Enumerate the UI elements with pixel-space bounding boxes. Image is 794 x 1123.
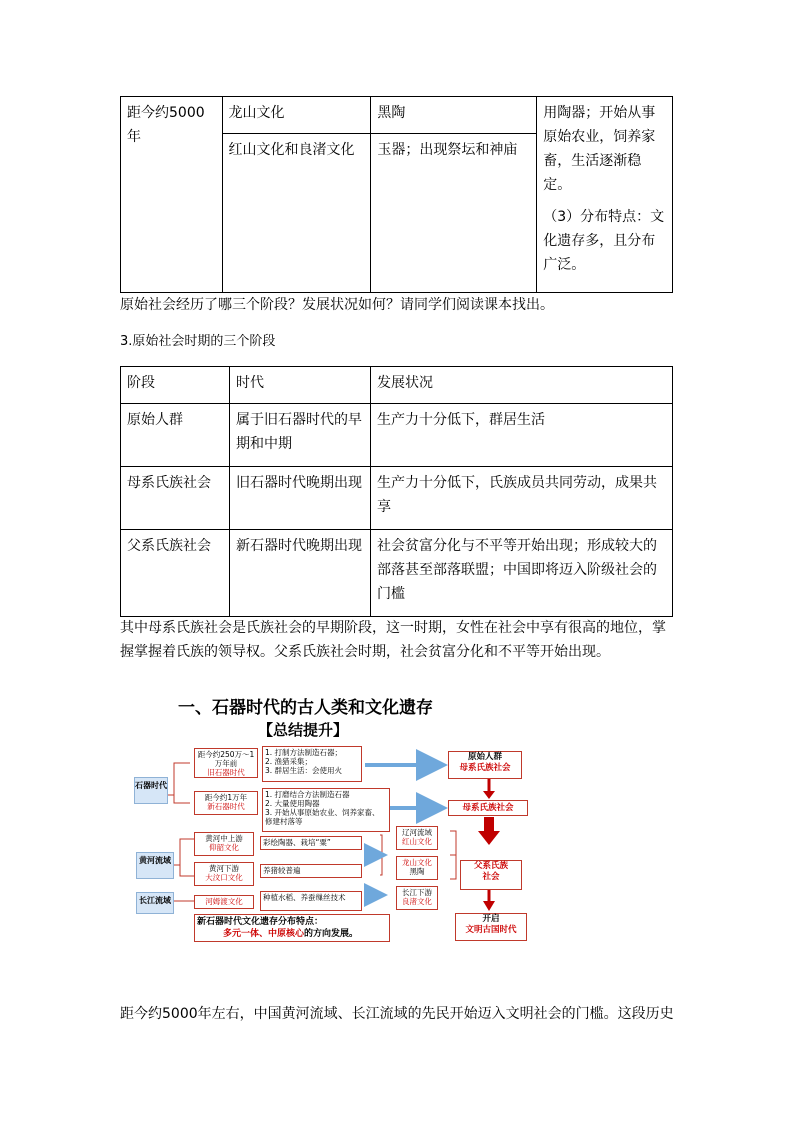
status-cell: 社会贫富分化与不平等开始出现；形成较大的部落甚至部落联盟；中国即将迈入阶级社会的门槛 [371,530,673,617]
era-cell: 属于旧石器时代的早期和中期 [230,404,371,467]
distribution-summary: 新石器时代文化遗存分布特点： 多元一体、中原核心的方向发展。 [194,914,390,942]
patriarchal-box: 父系氏族 社会 [460,860,522,890]
status-cell: 生产力十分低下，群居生活 [371,404,673,467]
hemudu-box: 河姆渡文化 [194,895,254,909]
arrow-down-icon [483,791,495,799]
dawenkou-box: 黄河下游 大汶口文化 [194,862,254,886]
neolithic-features: 1. 打磨结合方法制造石器 2. 大量使用陶器 3. 开始从事原始农业、饲养家畜、修建村落等 [262,788,390,832]
table-row [121,467,673,530]
liangzhu-box: 长江下游 良渚文化 [396,886,438,910]
header-cell: 发展状况 [371,367,673,404]
table-row [121,367,673,404]
yangtze-label: 长江流域 [136,892,174,914]
header-cell: 阶段 [121,367,230,404]
culture-cell: 红山文化和良渚文化 [222,134,371,293]
stone-age-label: 石器时代 [134,777,168,804]
diagram-heading: 一、石器时代的古人类和文化遗存 [178,698,433,718]
primitive-group-box: 原始人群 母系氏族社会 [448,751,522,779]
feature-cell: 用陶器；开始从事原始农业，饲养家畜，生活逐渐稳定。 （3）分布特点：文化遗存多，且分布广泛。 [537,97,673,293]
civilization-box: 开启 文明古国时代 [455,913,527,941]
hemudu-desc: 种植水稻、养蚕缫丝技术 [260,891,362,911]
status-cell: 生产力十分低下，氏族成员共同劳动，成果共享 [371,467,673,530]
stage-cell: 原始人群 [121,404,230,467]
paleolithic-box: 距今约250万～1万年前 旧石器时代 [194,748,258,778]
dawenkou-desc: 养猪较普遍 [260,864,362,878]
yangshao-desc: 彩绘陶器、栽培“粟” [260,836,362,850]
question-text: 原始社会经历了哪三个阶段？发展状况如何？请同学们阅读课本找出。 [120,297,554,313]
paleolithic-features: 1. 打制方法制造石器； 2. 渔猎采集； 3. 群居生活：会使用火 [262,746,362,782]
longshan-box: 龙山文化 黑陶 [396,856,438,880]
period-cell: 距今约5000年 [121,97,223,293]
matriarchal-box: 母系氏族社会 [448,800,528,816]
artifact-cell: 玉器；出现祭坛和神庙 [371,134,537,293]
yangshao-box: 黄河中上游 仰韶文化 [194,832,254,856]
stages-table [120,366,673,617]
hongshan-box: 辽河流域 红山文化 [396,826,438,850]
stage-cell: 母系氏族社会 [121,467,230,530]
header-cell: 时代 [230,367,371,404]
yellow-river-label: 黄河流域 [136,852,174,879]
table-row [121,530,673,617]
table-row [121,404,673,467]
artifact-cell: 黑陶 [371,97,537,134]
era-cell: 旧石器时代晚期出现 [230,467,371,530]
diagram-subheading: 【总结提升】 [258,721,349,739]
era-cell: 新石器时代晚期出现 [230,530,371,617]
culture-table [120,96,673,293]
culture-cell: 龙山文化 [222,97,371,134]
section-title: 3.原始社会时期的三个阶段 [120,334,276,349]
neolithic-box: 距今约1万年 新石器时代 [194,791,258,815]
paragraph-clan: 其中母系氏族社会是氏族社会的早期阶段，这一时期，女性在社会中享有很高的地位，掌握掌握着氏族的领导权。父系氏族社会时期，社会贫富分化和不平等开始出现。 [120,620,666,660]
stage-cell: 父系氏族社会 [121,530,230,617]
paragraph-civilization: 距今约5000年左右，中国黄河流域、长江流域的先民开始迈入文明社会的门槛。这段历史 [120,1006,674,1022]
